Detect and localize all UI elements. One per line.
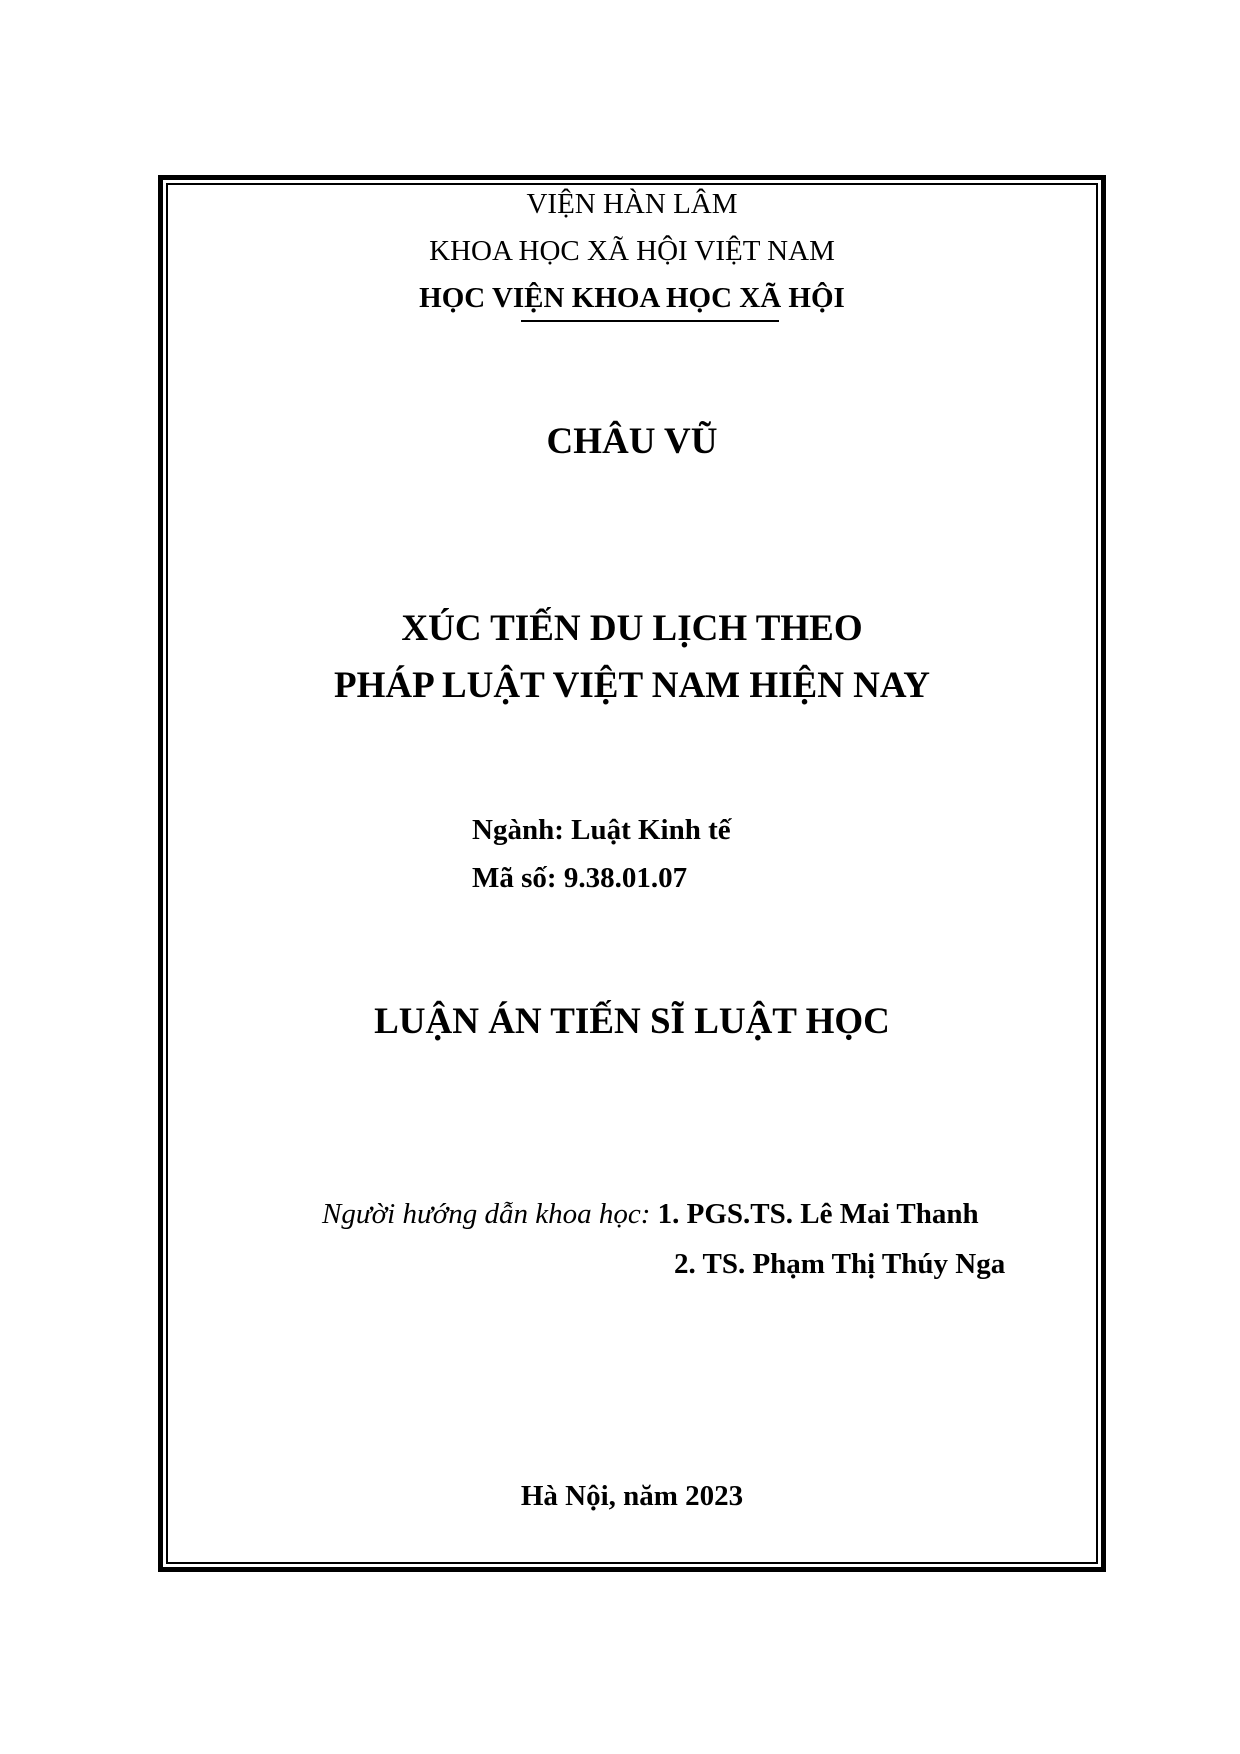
thesis-title-line-1: XÚC TIẾN DU LỊCH THEO — [401, 608, 863, 649]
institution-line-3: HỌC VIỆN KHOA HỌC XÃ HỘI — [419, 282, 845, 314]
advisor-row-1 — [322, 1198, 979, 1231]
advisor-second: 2. TS. Phạm Thị Thúy Nga — [674, 1248, 1006, 1280]
code-field: Mã số: 9.38.01.07 — [472, 862, 688, 894]
author-name: CHÂU VŨ — [546, 421, 718, 462]
advisor-row-2 — [674, 1248, 1005, 1281]
institution-line-1: VIỆN HÀN LÂM — [526, 188, 738, 220]
institution-line-2: KHOA HỌC XÃ HỘI VIỆT NAM — [429, 235, 835, 267]
thesis-title-line-2: PHÁP LUẬT VIỆT NAM HIỆN NAY — [334, 665, 930, 706]
institution-underline — [521, 320, 779, 322]
degree-title: LUẬN ÁN TIẾN SĨ LUẬT HỌC — [374, 1001, 890, 1042]
advisor-first: 1. PGS.TS. Lê Mai Thanh — [657, 1198, 979, 1230]
place-year: Hà Nội, năm 2023 — [520, 1480, 744, 1512]
major-field: Ngành: Luật Kinh tế — [472, 814, 731, 846]
advisor-label: Người hướng dẫn khoa học: — [322, 1198, 651, 1230]
